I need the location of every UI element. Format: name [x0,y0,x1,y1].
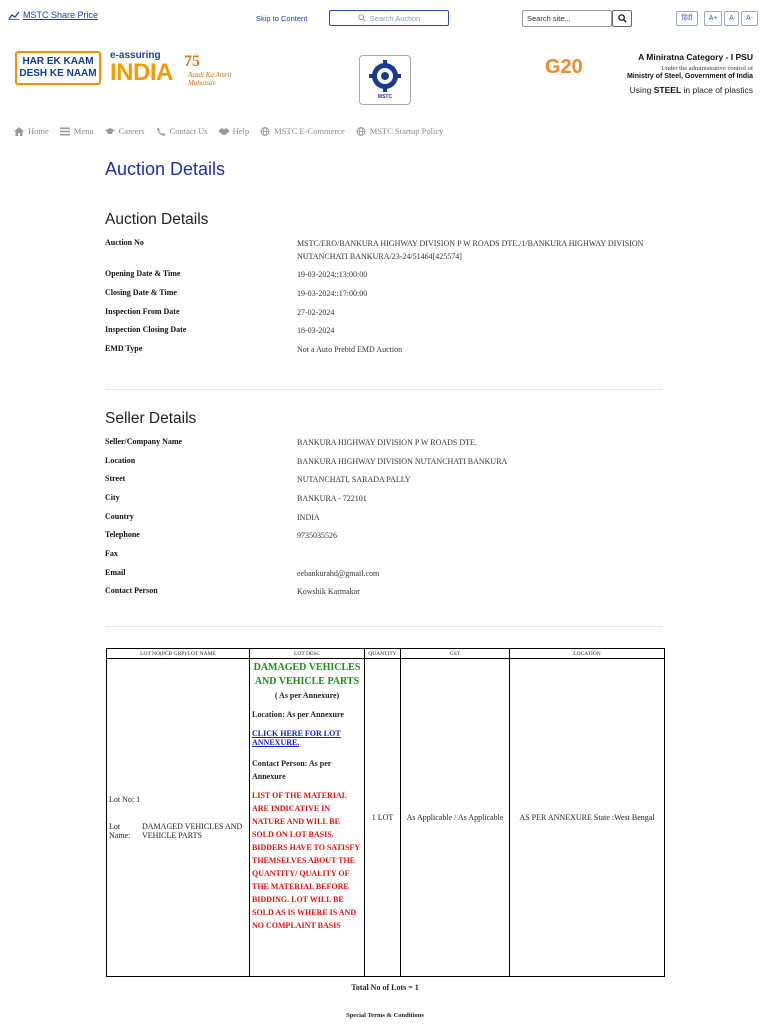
azadi-text: Azadi Ka Amrit Mahotsav [188,71,232,87]
column-header: LOT NO(PCB GRP)/LOT NAME [107,649,250,659]
lot-desc-cell [250,659,365,977]
azadi-75: 75 [184,53,200,70]
nav-help[interactable]: Help [219,126,250,136]
column-header: LOCATION [510,649,665,659]
lot-name: Lot Name: DAMAGED VEHICLES AND VEHICLE PARTS [109,822,243,840]
nav-careers[interactable]: Careers [105,126,145,136]
lot-table [106,648,665,977]
ministry-text: Ministry of Steel, Government of India [626,73,753,80]
table-header-row [107,649,665,659]
page-title: Auction Details [105,159,226,179]
column-header: QUANTITY [365,649,401,659]
top-bar [0,0,768,38]
globe-icon [356,127,366,136]
skip-to-content-link[interactable]: Skip to Content [256,14,308,23]
lot-desc-contact: Contact Person: As per Annexure [252,759,332,781]
lot-desc-subtitle: ( As per Annexure) [274,691,340,700]
divider [105,626,663,627]
font-increase-button[interactable]: A+ [704,11,722,26]
font-normal-button[interactable]: A [724,11,739,26]
admin-control-text: Under the administrative control of [661,65,753,72]
ministry-block [627,52,753,95]
search-site-input[interactable]: Search site... [522,10,612,27]
globe-icon [260,127,270,136]
india-text: INDIA [110,59,173,86]
nav-startup-policy[interactable]: MSTC Startup Policy [356,126,444,136]
column-header: GST [401,649,510,659]
lot-no-cell [107,659,250,977]
g20-text: G20 [545,56,583,78]
azadi-ka-amrit-mahotsav-logo [184,53,240,87]
hekn-line1: HAR EK KAAM [22,56,94,67]
divider [105,389,663,390]
nav-menu[interactable]: Menu [60,126,94,136]
e-assuring-text: e-assuring [110,50,161,61]
hindi-language-button[interactable]: हिंदी [676,11,698,26]
search-icon [618,14,627,23]
special-terms-heading: Special Terms & Conditions [346,1012,424,1019]
lot-desc-location: Location: As per Annexure [252,710,344,719]
nav-home[interactable]: Home [14,126,49,136]
total-lots: Total No of Lots = 1 [351,983,419,992]
seller-details-heading: Seller Details [105,410,197,427]
lot-desc-title: DAMAGED VEHICLES AND VEHICLE PARTS [253,662,361,687]
lot-annexure-link[interactable]: CLICK HERE FOR LOT ANNEXURE. [252,729,341,747]
column-header: LOT DESC [250,649,365,659]
quantity-cell: 1 LOT [365,659,401,977]
mstc-logo-label: MSTC [377,94,393,100]
search-site-button[interactable] [612,10,632,27]
main-nav [14,126,443,136]
search-auction-input[interactable] [329,10,449,26]
location-cell: AS PER ANNEXURE State :West Bengal [510,659,665,977]
e-assuring-india-logo [110,50,178,92]
share-price-label: MSTC Share Price [23,10,99,20]
font-decrease-button[interactable]: A- [741,11,758,26]
lot-desc-warning: LIST OF THE MATERIAL ARE INDICATIVE IN NATURE AND WILL BE SOLD ON LOT BASIS. BIDDERS HAVE TO SATISFY THEMSELVES ABOUT THE QUANTITY/ QUALITY OF THE MATERIAL BEFORE BIDDING. LOT WILL BE SOLD AS IS WHERE IS AND NO COMPLAINT BASIS [252,791,360,930]
share-price-link[interactable] [8,10,98,20]
lot-no: Lot No: 1 [109,795,141,804]
mstc-logo[interactable] [359,55,411,105]
hekn-line2: DESH KE NAAM [19,68,97,79]
graduation-cap-icon [105,127,115,136]
header-banner [0,42,768,112]
menu-icon [60,127,70,136]
steel-slogan: Using STEEL in place of plastics [629,85,753,95]
gst-cell: As Applicable / As Applicable [401,659,510,977]
chart-line-icon [8,10,20,20]
auction-details-heading: Auction Details [105,211,209,228]
har-ek-kaam-logo [15,51,101,85]
search-auction-placeholder: Search Auction [369,13,421,23]
miniratna-text: A Miniratna Category - I PSU [638,52,753,62]
phone-icon [156,127,166,136]
home-icon [14,127,24,136]
table-row [107,659,665,977]
handshake-icon [219,127,229,136]
nav-contact-us[interactable]: Contact Us [156,126,208,136]
search-icon [358,14,366,22]
nav-e-commerce[interactable]: MSTC E-Commerce [260,126,345,136]
g20-logo [545,56,595,90]
